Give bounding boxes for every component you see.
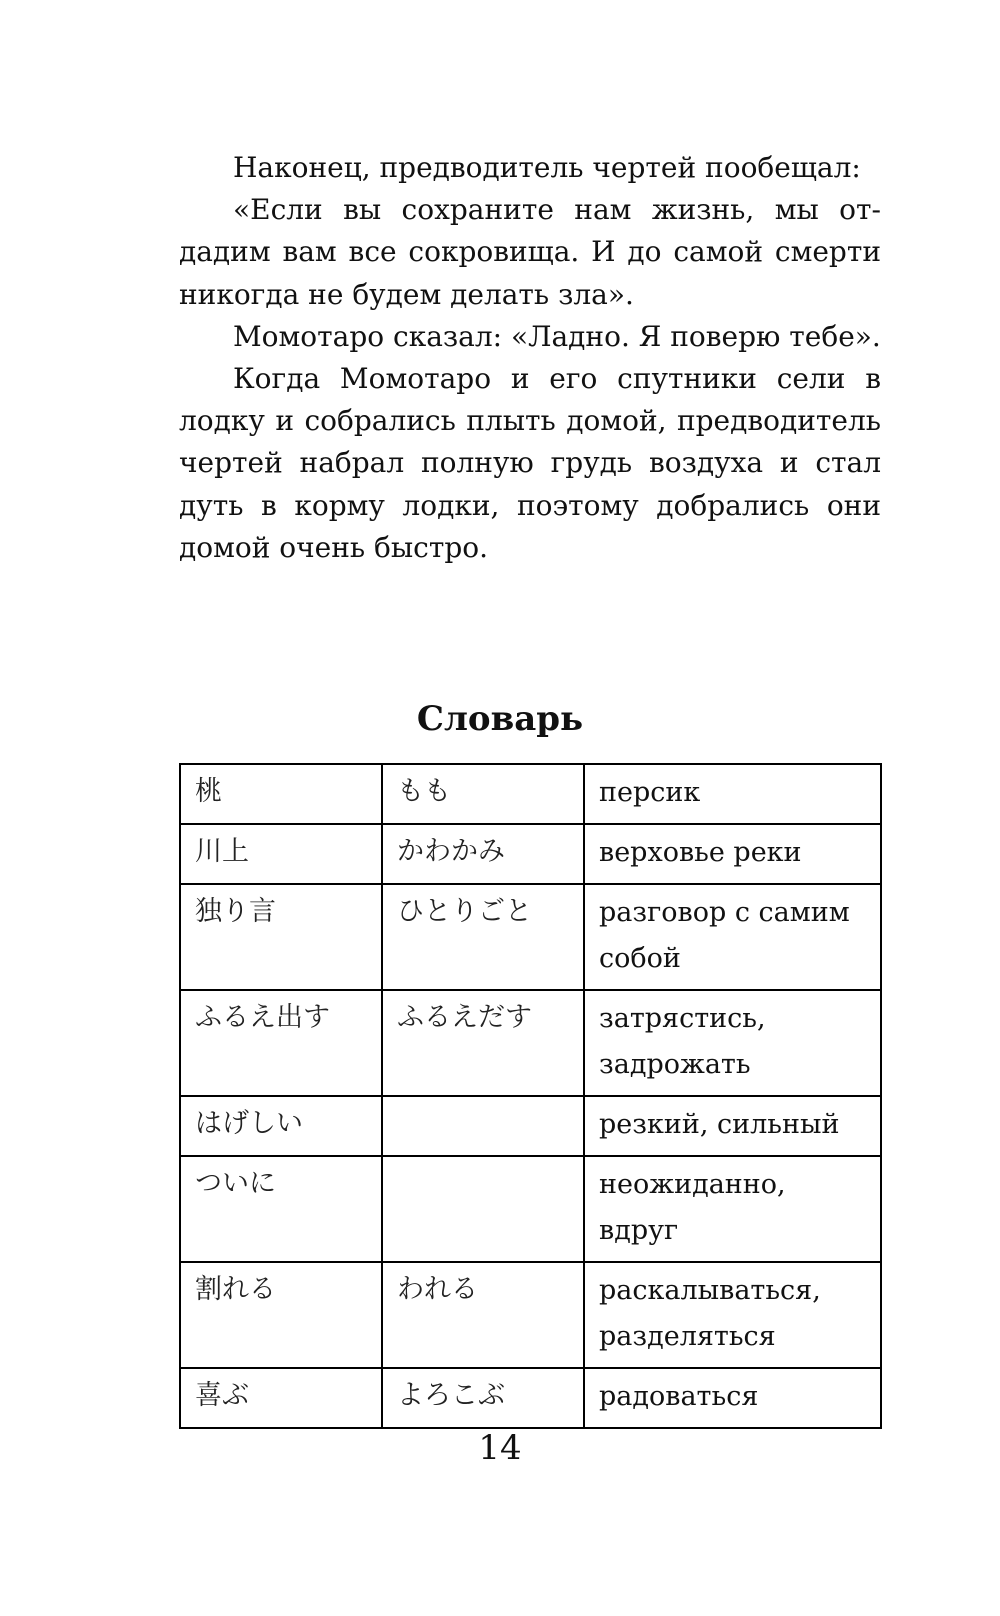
table-row <box>180 1368 881 1428</box>
paragraph: «Если вы сохраните нам жизнь, мы от-дадим вам все сокровища. И до самой смерти никогда не будем делать зла». <box>179 193 881 311</box>
reading-cell: かわかみ <box>382 824 584 884</box>
word-cell: ふるえ出す <box>180 990 382 1096</box>
table-row <box>180 1156 881 1262</box>
meaning-cell: резкий, сильный <box>584 1096 881 1156</box>
table-row <box>180 1262 881 1368</box>
dictionary-title: Словарь <box>416 699 584 739</box>
story-text <box>179 147 881 569</box>
table-row <box>180 884 881 990</box>
table-row <box>180 990 881 1096</box>
meaning-cell: затрястись, задрожать <box>584 990 881 1096</box>
word-cell: はげしい <box>180 1096 382 1156</box>
reading-cell: もも <box>382 764 584 824</box>
word-cell: ついに <box>180 1156 382 1262</box>
table-row <box>180 764 881 824</box>
meaning-cell: неожиданно, вдруг <box>584 1156 881 1262</box>
dictionary-table <box>179 763 882 1429</box>
meaning-cell: радоваться <box>584 1368 881 1428</box>
reading-cell: ふるえだす <box>382 990 584 1096</box>
paragraph: Момотаро сказал: «Ладно. Я поверю тебе». <box>233 319 881 353</box>
word-cell: 割れる <box>180 1262 382 1368</box>
reading-cell <box>382 1096 584 1156</box>
word-cell: 桃 <box>180 764 382 824</box>
paragraph: Когда Момотаро и его спутники сели в лодку и собрались плыть домой, предводитель чертей набрал полную грудь воздуха и стал дуть в корму лодки, поэтому добрались они домой очень быстро. <box>179 362 881 564</box>
table-row <box>180 824 881 884</box>
word-cell: 川上 <box>180 824 382 884</box>
reading-cell: ひとりごと <box>382 884 584 990</box>
table-row <box>180 1096 881 1156</box>
meaning-cell: персик <box>584 764 881 824</box>
page-number: 14 <box>478 1428 522 1468</box>
paragraph: Наконец, предводитель чертей пообещал: <box>233 151 861 184</box>
reading-cell: よろこぶ <box>382 1368 584 1428</box>
reading-cell <box>382 1156 584 1262</box>
reading-cell: われる <box>382 1262 584 1368</box>
word-cell: 喜ぶ <box>180 1368 382 1428</box>
meaning-cell: верховье реки <box>584 824 881 884</box>
meaning-cell: разговор с самим собой <box>584 884 881 990</box>
word-cell: 独り言 <box>180 884 382 990</box>
meaning-cell: раскалываться, разделяться <box>584 1262 881 1368</box>
